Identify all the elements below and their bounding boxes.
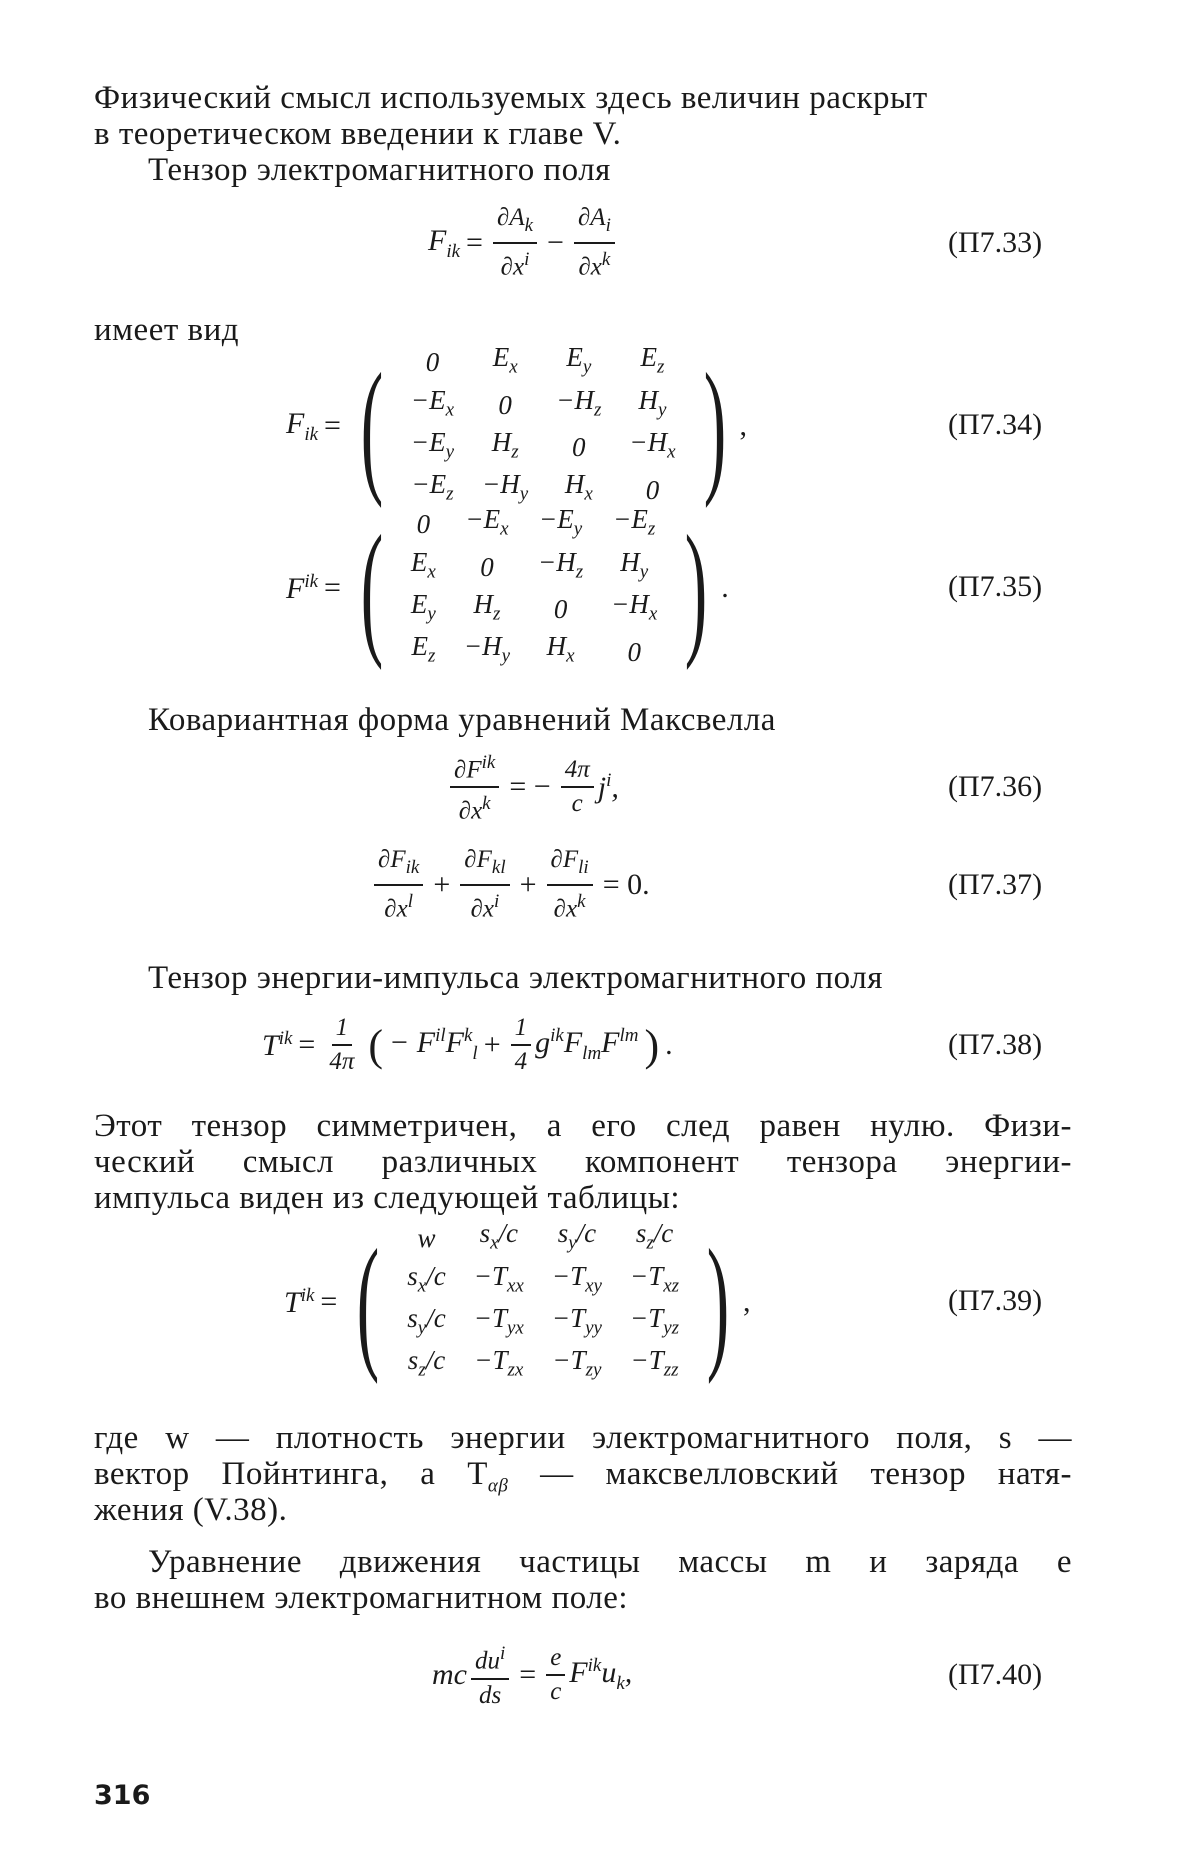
matrix-cell: $-T_{yx}$: [473, 1303, 524, 1339]
matrix: ( 0 $E_x$ $E_y$ $E_z$ $-E_x$ 0 $-H_z$ $H_y$ $-E_y$ $H_z$ 0 $-H_x$ $-E_z$ $-H_y$ $H_x$ 0 ): [360, 342, 726, 509]
matrix-row: [397, 341, 690, 383]
matrix-cell: $s_z/c$: [407, 1345, 446, 1381]
matrix-row: [393, 1260, 693, 1302]
matrix-cell: $-T_{zy}$: [552, 1345, 602, 1381]
matrix-cell: $-T_{yz}$: [629, 1303, 680, 1339]
matrix-cell: $-T_{zx}$: [474, 1345, 524, 1381]
matrix-table: [397, 503, 671, 673]
equation-body: $\frac{\partial F_{ik}}{\partial x^l}$ + $\frac{\partial F_{kl}}{\partial x^i}$ + $\frac{\partial F_{li}}{\partial x^k}$ = 0.: [370, 840, 656, 930]
text-line: во внешнем электромагнитном поле:: [94, 1580, 629, 1616]
matrix-row: [393, 1344, 693, 1386]
matrix-cell: $-T_{xx}$: [473, 1260, 524, 1296]
matrix-cell: 0: [645, 474, 660, 505]
matrix-cell: $-T_{yy}$: [551, 1303, 602, 1339]
text-line: где w — плотность энергии электромагнитного поля, s —: [94, 1420, 1072, 1456]
text-line: вектор Пойнтинга, а $T_{\alpha\beta}$ — максвелловский тензор натя-: [94, 1456, 1073, 1497]
equation-number: (П7.34): [948, 408, 1043, 441]
matrix-cell: 0: [425, 347, 440, 378]
matrix-cell: 0: [480, 551, 494, 582]
matrix-cell: $H_z$: [491, 427, 519, 463]
matrix-row: [397, 630, 671, 672]
matrix-cell: $-T_{xz}$: [629, 1260, 680, 1296]
matrix-row: [393, 1217, 693, 1259]
matrix-cell: $H_x$: [546, 631, 575, 667]
equation-p7-35: [0, 504, 1200, 671]
matrix-cell: $H_y$: [620, 546, 649, 582]
equation-number: (П7.37): [948, 868, 1043, 901]
equation-p7-36: [0, 742, 1200, 832]
matrix-cell: $s_y/c$: [407, 1303, 446, 1339]
equation-number: (П7.36): [948, 770, 1043, 803]
matrix-cell: $E_y$: [566, 342, 592, 378]
matrix-row: [397, 588, 671, 630]
matrix-cell: $-H_x$: [629, 427, 676, 463]
matrix-cell: $E_y$: [410, 589, 436, 625]
matrix-cell: $E_x$: [410, 546, 436, 582]
equation-body: $\frac{\partial F^{ik}}{\partial x^k}$ = − $\frac{4\pi}{c}$ $j^i$,: [446, 742, 619, 832]
text-line: Уравнение движения частицы массы m и заряда e: [148, 1544, 1072, 1580]
matrix-cell: 0: [553, 594, 568, 625]
matrix-cell: $s_y/c$: [557, 1218, 597, 1254]
text-line: ческий смысл различных компонент тензора энергии-: [94, 1144, 1072, 1180]
matrix-cell: $-T_{zz}$: [630, 1345, 679, 1381]
equation-p7-34: [0, 342, 1200, 509]
text-line: Физический смысл используемых здесь величин раскрыт: [94, 80, 928, 116]
matrix-cell: $s_x/c$: [407, 1260, 446, 1296]
matrix-cell: $-H_z$: [538, 546, 584, 582]
equation-p7-33: [0, 198, 1200, 288]
matrix-cell: $s_z/c$: [635, 1218, 674, 1254]
matrix-cell: $-T_{xy}$: [551, 1260, 602, 1296]
equation-p7-38: [0, 1000, 1200, 1090]
matrix-cell: 0: [627, 636, 641, 667]
matrix-cell: 0: [572, 432, 586, 463]
matrix-cell: $-H_y$: [482, 469, 529, 505]
equation-p7-39: [0, 1218, 1200, 1385]
equation-number: (П7.35): [948, 570, 1043, 603]
matrix-row: [393, 1302, 693, 1344]
matrix-cell: 0: [416, 509, 431, 540]
matrix-cell: $-E_z$: [613, 504, 656, 540]
matrix-cell: $H_y$: [638, 384, 667, 420]
equation-number: (П7.33): [948, 226, 1043, 259]
equation-number: (П7.40): [948, 1658, 1043, 1691]
matrix-table: [393, 1217, 693, 1387]
matrix-cell: $-H_y$: [463, 631, 511, 667]
text-line: жения (V.38).: [94, 1492, 288, 1528]
text-line: Этот тензор симметричен, а его след равен нулю. Физи-: [94, 1108, 1072, 1144]
matrix-cell: 0: [498, 389, 512, 420]
equation-body: $T^{ik}$ = ( w $s_x/c$ $s_y/c$ $s_z/c$ $s_x/c$ $-T_{xx}$ $-T_{xy}$ $-T_{xz}$ $s_y/c$ $-T_{yx}$ $-T_{yy}$ $-T_{yz}$ $s_z/c$ $-T_{zx}$ $-T_{zy}$ $-T_{zz}$ ) ,: [284, 1218, 751, 1385]
equation-p7-40: [0, 1630, 1200, 1720]
matrix-table: [397, 341, 690, 511]
matrix-cell: $-H_x$: [611, 589, 658, 625]
matrix: ( 0 $-E_x$ $-E_y$ $-E_z$ $E_x$ 0 $-H_z$ $H_y$ $E_y$ $H_z$ 0 $-H_x$ $E_z$ $-H_y$ $H_x$ 0 ): [360, 504, 708, 671]
page-number: 316: [94, 1780, 151, 1811]
matrix-cell: $-E_y$: [539, 504, 583, 540]
text-line: имеет вид: [94, 312, 240, 348]
equation-p7-37: [0, 840, 1200, 930]
text-line: в теоретическом введении к главе V.: [94, 116, 622, 152]
section-heading: Тензор энергии-импульса электромагнитного поля: [148, 960, 883, 996]
matrix-cell: $H_x$: [564, 469, 593, 505]
matrix-row: [397, 503, 671, 545]
matrix-cell: $-E_x$: [410, 384, 455, 420]
matrix-cell: $-E_y$: [410, 427, 455, 463]
matrix-row: [397, 546, 671, 588]
matrix-cell: $E_z$: [411, 631, 436, 667]
equation-number: (П7.38): [948, 1028, 1043, 1061]
equation-body: $F^{ik}$ = ( 0 $-E_x$ $-E_y$ $-E_z$ $E_x$ 0 $-H_z$ $H_y$ $E_y$ $H_z$ 0 $-H_x$ $E_z$ $-H_y$ $H_x$ 0 ) .: [286, 504, 729, 671]
text-line: импульса виден из следующей таблицы:: [94, 1180, 681, 1216]
equation-body: $T^{ik}$ = $\frac{1}{4\pi}$ ( − $F^{il}F^k_l$ + $\frac{1}{4}$ $g^{ik}F_{lm}F^{lm}$ ) .: [262, 1014, 673, 1075]
equation-body: mc $\frac{du^i}{ds}$ = $\frac{e}{c}$ $F^{ik}u_k$,: [432, 1630, 632, 1720]
equation-body: $F_{ik}$ = ( 0 $E_x$ $E_y$ $E_z$ $-E_x$ 0 $-H_z$ $H_y$ $-E_y$ $H_z$ 0 $-H_x$ $-E_z$ $-H_y$ $H_x$ 0 ) ,: [286, 342, 747, 509]
matrix-cell: $H_z$: [473, 589, 501, 625]
equation-body: $F_{ik}$ = $\frac{\partial A_k}{\partial x^i}$ − $\frac{\partial A_i}{\partial x^k}$: [428, 198, 619, 288]
matrix-cell: $s_x/c$: [479, 1218, 519, 1254]
matrix-cell: w: [417, 1223, 436, 1254]
section-heading: Тензор электромагнитного поля: [148, 152, 611, 188]
matrix-cell: $-H_z$: [556, 384, 602, 420]
matrix-cell: $-E_x$: [465, 504, 509, 540]
section-heading: Ковариантная форма уравнений Максвелла: [148, 702, 776, 738]
matrix: ( w $s_x/c$ $s_y/c$ $s_z/c$ $s_x/c$ $-T_{xx}$ $-T_{xy}$ $-T_{xz}$ $s_y/c$ $-T_{yx}$ $-T_{yy}$ $-T_{yz}$ $s_z/c$ $-T_{zx}$ $-T_{zy}$ $-T_{zz}$ ): [357, 1218, 730, 1385]
matrix-cell: $E_x$: [492, 342, 518, 378]
equation-number: (П7.39): [948, 1284, 1043, 1317]
matrix-cell: $E_z$: [640, 342, 665, 378]
matrix-row: [397, 384, 690, 426]
matrix-cell: $-E_z$: [411, 469, 454, 505]
matrix-row: [397, 426, 690, 468]
